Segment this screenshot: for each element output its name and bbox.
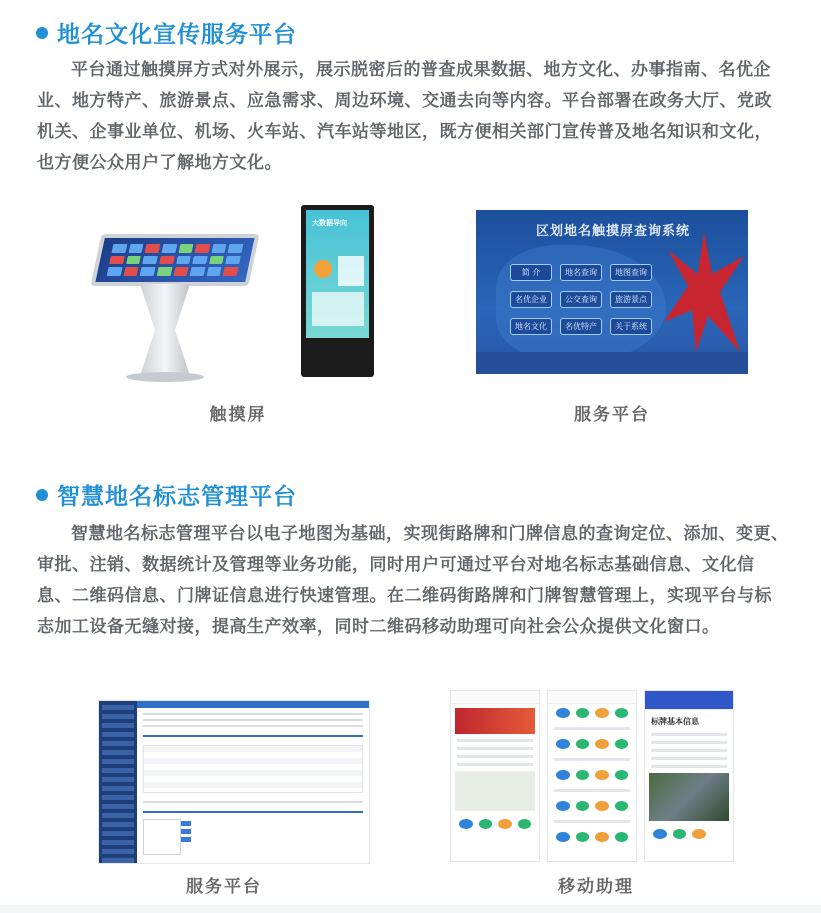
section1-paragraph: 平台通过触摸屏方式对外展示，展示脱密后的普查成果数据、地方文化、办事指南、名优企业、地方特产、旅游景点、应急需求、周边环境、交通去向等内容。平台部署在政务大厅、党政机关、企事业单位、机场、火车站、汽车站等地区，既方便相关部门宣传普及地名知识和文化，也方便公众用户了解地方文化。 [37,60,772,173]
mobile-screenshot-2 [547,690,637,862]
screen-button: 旅游景点 [610,291,652,308]
mobile-screenshot-3 [644,690,734,862]
touch-table-image [96,234,248,384]
caption-service-platform-2: 服务平台 [186,877,262,897]
phone3-title: 标牌基本信息 [651,717,699,726]
caption-service-platform: 服务平台 [574,405,650,425]
service-platform-screen-image [476,210,748,374]
screen-button: 名优特产 [560,318,602,335]
screen-button: 关于系统 [610,318,652,335]
screen-button: 简 介 [510,264,552,281]
screen-button: 地名文化 [510,318,552,335]
section1-title: 地名文化宣传服务平台 [36,16,297,49]
screen-button: 公交查询 [560,291,602,308]
caption-touchscreen: 触摸屏 [209,405,267,425]
section2-title: 智慧地名标志管理平台 [36,478,297,511]
screen-button: 地图查询 [610,264,652,281]
caption-mobile-assistant: 移动助理 [558,877,634,897]
bullet-dot-icon [36,27,48,39]
mobile-screenshot-1 [450,690,540,862]
section2-paragraph: 智慧地名标志管理平台以电子地图为基础，实现街路牌和门牌信息的查询定位、添加、变更、审批、注销、数据统计及管理等业务功能，同时用户可通过平台对地名标志基础信息、文化信息、二维码信息、门牌证信息进行快速管理。在二维码街路牌和门牌智慧管理上，实现平台与标志加工设备无缝对接，提高生产效率，同时二维码移动助理可向社会公众提供文化窗口。 [37,524,789,637]
vertical-kiosk-image [301,205,374,377]
bottom-divider [0,905,821,913]
management-platform-screenshot [98,700,370,864]
screen-button: 名优企业 [510,291,552,308]
kiosk-screen-title: 大数据导向 [312,219,347,227]
service-screen-title: 区划地名触摸屏查询系统 [536,224,691,239]
bullet-dot-icon [36,489,48,501]
screen-button: 地名查询 [560,264,602,281]
